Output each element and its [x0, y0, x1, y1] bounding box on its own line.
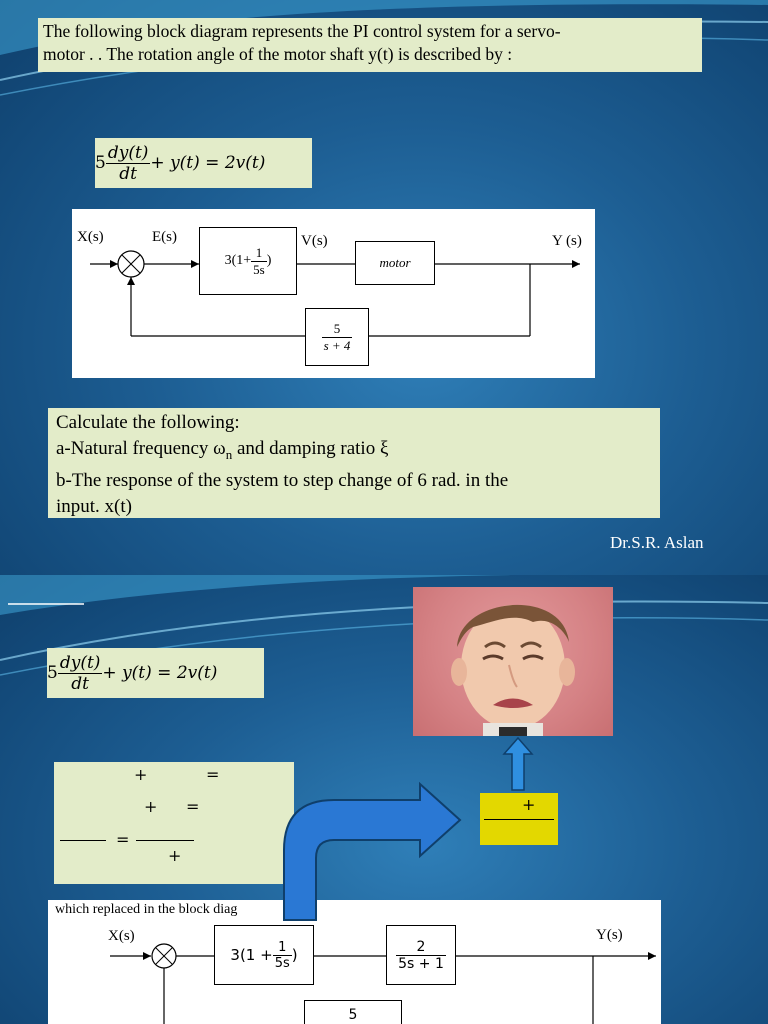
- work-plus-1: +: [134, 765, 148, 784]
- calc-line-2: [56, 436, 652, 468]
- block-diagram-1: [72, 209, 595, 378]
- eq2-rest: + y(t) = 2v(t): [102, 663, 218, 683]
- calc-line-2-post: and damping ratio ξ: [232, 438, 389, 459]
- work-fraction-line-1: [60, 840, 106, 841]
- controller-den: 5s: [253, 261, 265, 277]
- up-arrow-icon: [500, 736, 536, 792]
- slide-2: [0, 575, 768, 1024]
- curved-arrow-icon: [270, 780, 470, 925]
- eq2-coefficient: 5: [47, 663, 58, 683]
- feedback-block-2: [304, 1000, 402, 1024]
- calc-line-2-pre: a-Natural frequency ω: [56, 438, 226, 459]
- feedback-block: [305, 308, 369, 366]
- plant-block: [355, 241, 435, 285]
- feedback-num: 5: [322, 321, 353, 338]
- output-label: Y (s): [552, 233, 582, 249]
- controller-num: 1: [251, 245, 267, 262]
- eq-rest: + y(t) = 2v(t): [150, 153, 266, 173]
- boy-illustration: [413, 587, 613, 736]
- eq2-denominator: dt: [71, 673, 89, 694]
- work-eq-2: =: [186, 797, 200, 816]
- error-label: E(s): [152, 229, 177, 245]
- yellow-plus: +: [522, 795, 536, 814]
- eq-numerator: dy(t): [107, 142, 149, 163]
- work-plus-3: +: [168, 846, 182, 865]
- feedback2-num: 5: [348, 1007, 358, 1023]
- calc-line-2-sub: n: [225, 446, 233, 462]
- work-eq-3: =: [116, 830, 130, 849]
- controller-prefix: 3(1+: [224, 253, 252, 268]
- transfer-function-highlight: [480, 793, 558, 845]
- author-credit: Dr.S.R. Aslan: [610, 533, 704, 552]
- controller2-den: 5s: [274, 955, 290, 971]
- plant2-fraction: [396, 939, 446, 972]
- plant2-num: 2: [396, 939, 446, 956]
- plant-block-2: [386, 925, 456, 985]
- eq-derivative: [106, 143, 151, 184]
- plant-label: motor: [379, 255, 411, 270]
- tasks-box: [48, 408, 660, 518]
- controller-block-2: [214, 925, 314, 985]
- working-box: [54, 762, 294, 884]
- eq2-numerator: dy(t): [59, 652, 101, 673]
- controller2-prefix: 3(1 +: [230, 946, 273, 964]
- eq-coefficient: 5: [95, 153, 106, 173]
- controller-block: [199, 227, 297, 295]
- yellow-fraction-line: [484, 819, 554, 820]
- feedback-den: s + 4: [323, 337, 351, 353]
- calc-line-4: input. x(t): [56, 495, 132, 517]
- eq-denominator: dt: [119, 163, 137, 184]
- v-label: V(s): [301, 233, 328, 249]
- crying-boy-photo: [413, 587, 613, 736]
- work-fraction-line-2: [136, 840, 194, 841]
- controller2-fraction: [273, 940, 292, 971]
- calc-line-3: b-The response of the system to step change of 6 rad. in the: [56, 469, 509, 491]
- input-label: X(s): [77, 229, 104, 245]
- feedback-fraction: [322, 321, 353, 354]
- title-line-2: motor . . The rotation angle of the motor shaft y(t) is described by :: [43, 44, 513, 64]
- eq2-derivative: [58, 653, 103, 694]
- output-label-2: Y(s): [596, 927, 623, 943]
- differential-equation-2: [47, 648, 264, 698]
- plant2-den: 5s + 1: [398, 955, 444, 972]
- problem-statement: [38, 18, 702, 72]
- controller-suffix: ): [266, 253, 272, 268]
- controller2-suffix: ): [291, 946, 298, 964]
- differential-equation: [95, 138, 312, 188]
- controller-fraction: [251, 245, 267, 278]
- controller2-num: 1: [273, 940, 292, 956]
- work-plus-2: +: [144, 797, 158, 816]
- calc-line-1: Calculate the following:: [56, 412, 240, 433]
- work-eq-1: =: [206, 765, 220, 784]
- title-line-1: The following block diagram represents the PI control system for a servo-: [43, 21, 561, 41]
- input-label-2: X(s): [108, 928, 135, 944]
- caption-text: which replaced in the block diag: [55, 902, 238, 917]
